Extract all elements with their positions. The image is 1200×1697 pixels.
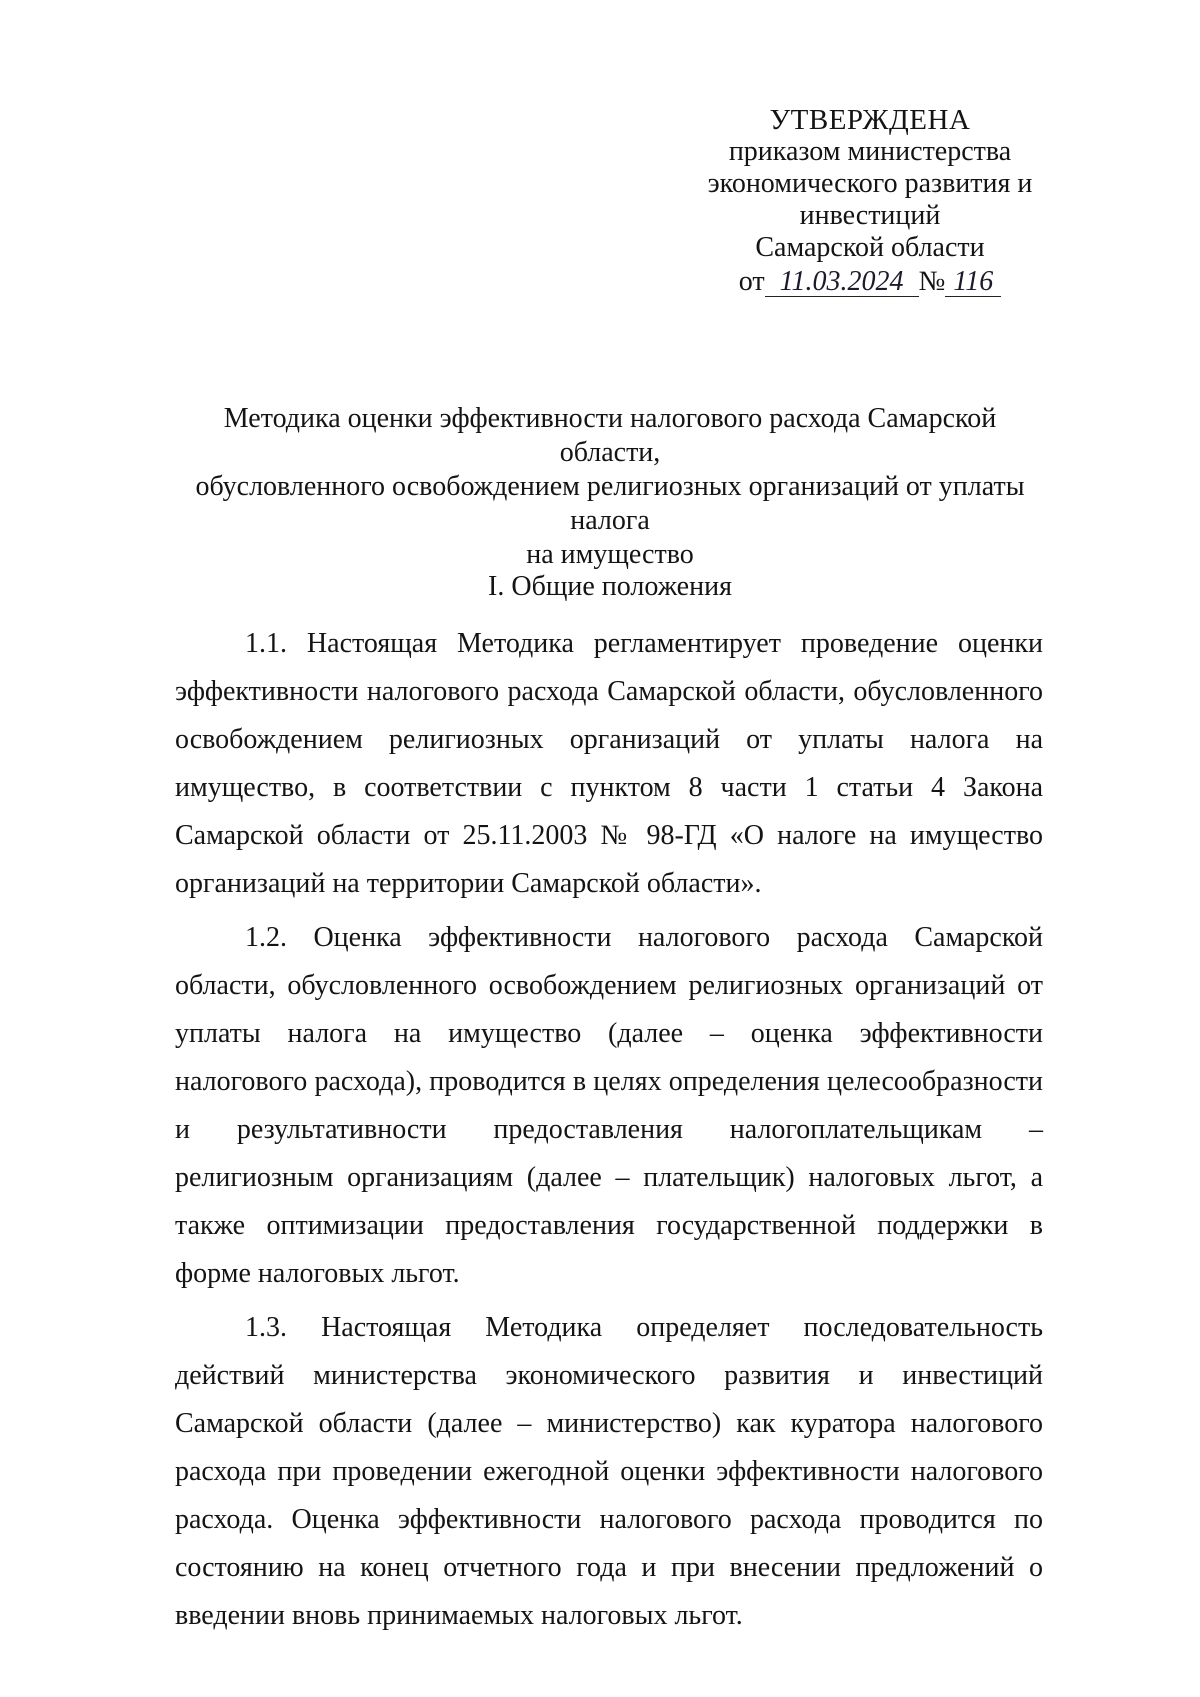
approval-block	[690, 104, 1050, 298]
approval-line: экономического развития и	[707, 168, 1033, 199]
date-prefix: от	[738, 266, 765, 297]
paragraph-1-2: 1.2. Оценка эффективности налогового расхода Самарской области, обусловленного освобождением религиозных организаций от уплаты налога на имущество (далее – оценка эффективности налогового расхода), проводится в целях определения целесообразности и результативности предоставления налогоплательщикам – религиозным организациям (далее – плательщик) налоговых льгот, а также оптимизации предоставления государственной поддержки в форме налоговых льгот.	[175, 922, 1043, 1289]
paragraph-1-3: 1.3. Настоящая Методика определяет последовательность действий министерства экономического развития и инвестиций Самарской области (далее – министерство) как куратора налогового расхода при проведении ежегодной оценки эффективности налогового расхода. Оценка эффективности налогового расхода проводится по состоянию на конец отчетного года и при внесении предложений о введении вновь принимаемых налоговых льгот.	[175, 1312, 1043, 1631]
document-body	[175, 620, 1043, 1646]
paragraph-1-1: 1.1. Настоящая Методика регламентирует проведение оценки эффективности налогового расхода Самарской области, обусловленного освобождением религиозных организаций от уплаты налога на имущество, в соответствии с пунктом 8 части 1 статьи 4 Закона Самарской области от 25.11.2003 № 98-ГД «О налоге на имущество организаций на территории Самарской области».	[175, 628, 1043, 899]
approval-line: Самарской области	[755, 232, 985, 263]
title-line: Методика оценки эффективности налогового расхода Самарской области,	[223, 403, 997, 468]
document-title	[175, 402, 1045, 572]
approval-stamp: УТВЕРЖДЕНА	[769, 104, 971, 136]
title-line: обусловленного освобождением религиозных организаций от уплаты налога	[195, 471, 1025, 536]
approval-line: приказом министерства	[728, 136, 1012, 167]
approval-line: инвестиций	[799, 200, 941, 231]
number-prefix: №	[918, 266, 946, 297]
section-heading: I. Общие положения	[488, 571, 732, 602]
approval-date-line	[690, 266, 1050, 298]
handwritten-date: 11.03.2024	[765, 268, 919, 297]
title-line: на имущество	[526, 539, 694, 570]
handwritten-number: 116	[945, 268, 1001, 297]
